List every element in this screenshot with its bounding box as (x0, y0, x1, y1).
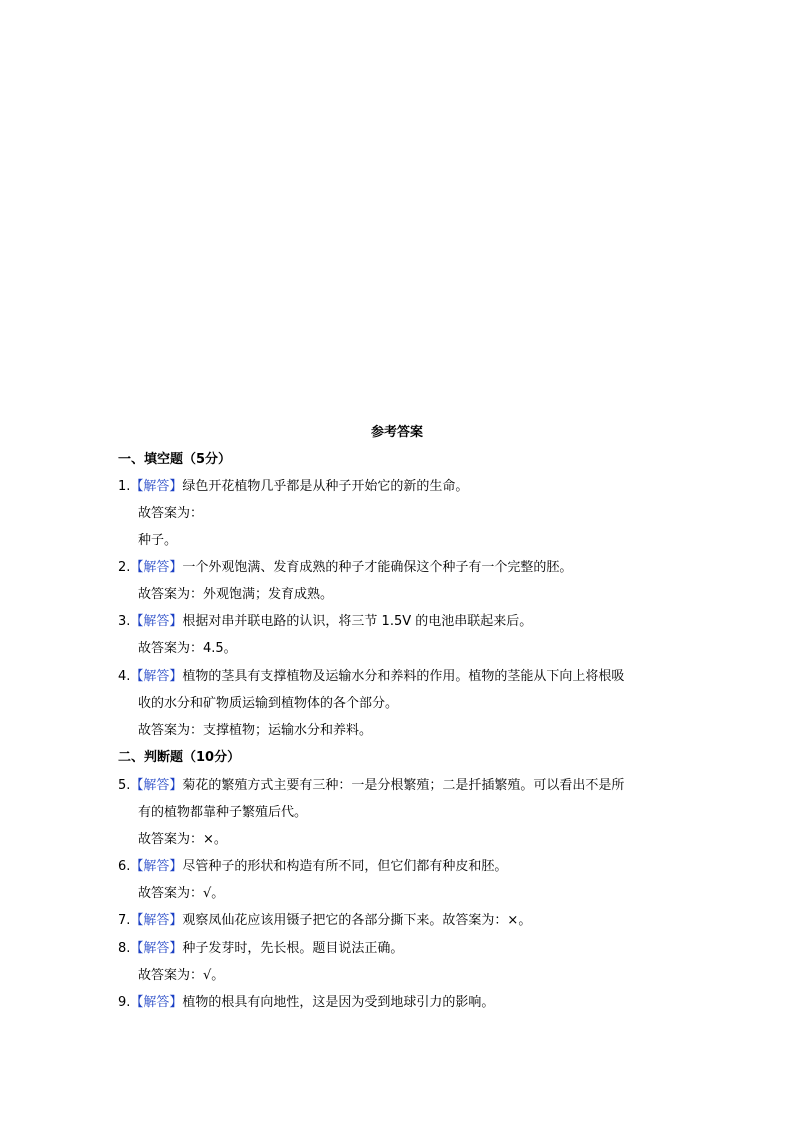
answer-text: 植物的根具有向地性，这是因为受到地球引力的影响。 (182, 995, 495, 1010)
list-item-q7 (118, 912, 678, 930)
question-number: 4. (118, 669, 131, 684)
answer-text-continued: 收的水分和矿物质运输到植物体的各个部分。 (138, 696, 399, 711)
section-heading-true-false: 二、判断题（10分） (118, 750, 241, 765)
question-number: 1. (118, 479, 131, 494)
answer-tag: 【解答】 (130, 479, 183, 494)
answer-text: 观察凤仙花应该用镊子把它的各部分撕下来。故答案为：×。 (182, 913, 532, 928)
answer-tag: 【解答】 (130, 859, 183, 874)
answer-label: 故答案为： (138, 506, 204, 521)
answer-tag: 【解答】 (130, 614, 183, 629)
list-item-q3 (118, 613, 678, 631)
answer-text: 尽管种子的形状和构造有所不同，但它们都有种皮和胚。 (182, 859, 508, 874)
list-item-q1 (118, 478, 678, 496)
list-item-q6 (118, 858, 678, 876)
answer-line: 故答案为：外观饱满；发育成熟。 (138, 587, 334, 602)
page-title: 参考答案 (370, 425, 423, 440)
section-heading-fill-in: 一、填空题（5分） (118, 452, 232, 467)
answer-text: 种子发芽时，先长根。题目说法正确。 (182, 941, 404, 956)
answer-text: 根据对串并联电路的认识，将三节 1.5V 的电池串联起来后。 (182, 614, 533, 629)
answer-line: 故答案为：√。 (138, 968, 225, 983)
answer-text-continued: 有的植物都靠种子繁殖后代。 (138, 805, 308, 820)
question-number: 6. (118, 859, 131, 874)
answer-value: 种子。 (138, 533, 178, 548)
answer-tag: 【解答】 (130, 669, 183, 684)
answer-text: 菊花的繁殖方式主要有三种：一是分根繁殖；二是扦插繁殖。可以看出不是所 (182, 778, 625, 793)
answer-line: 故答案为：√。 (138, 886, 225, 901)
question-number: 8. (118, 941, 131, 956)
answer-tag: 【解答】 (130, 941, 183, 956)
answer-tag: 【解答】 (130, 913, 183, 928)
question-number: 5. (118, 778, 131, 793)
question-number: 2. (118, 560, 131, 575)
list-item-q5 (118, 777, 678, 795)
answer-text: 绿色开花植物几乎都是从种子开始它的新的生命。 (182, 479, 469, 494)
answer-tag: 【解答】 (130, 560, 183, 575)
list-item-q9 (118, 994, 678, 1012)
question-number: 7. (118, 913, 131, 928)
list-item-q8 (118, 940, 678, 958)
answer-line: 故答案为：4.5。 (138, 641, 237, 656)
answer-text: 植物的茎具有支撑植物及运输水分和养料的作用。植物的茎能从下向上将根吸 (182, 669, 625, 684)
list-item-q2 (118, 559, 678, 577)
answer-line: 故答案为：支撑植物；运输水分和养料。 (138, 723, 373, 738)
answer-line: 故答案为：×。 (138, 832, 227, 847)
answer-tag: 【解答】 (130, 995, 183, 1010)
answer-tag: 【解答】 (130, 778, 183, 793)
list-item-q4 (118, 668, 678, 686)
answer-text: 一个外观饱满、发育成熟的种子才能确保这个种子有一个完整的胚。 (182, 560, 573, 575)
question-number: 9. (118, 995, 131, 1010)
question-number: 3. (118, 614, 131, 629)
